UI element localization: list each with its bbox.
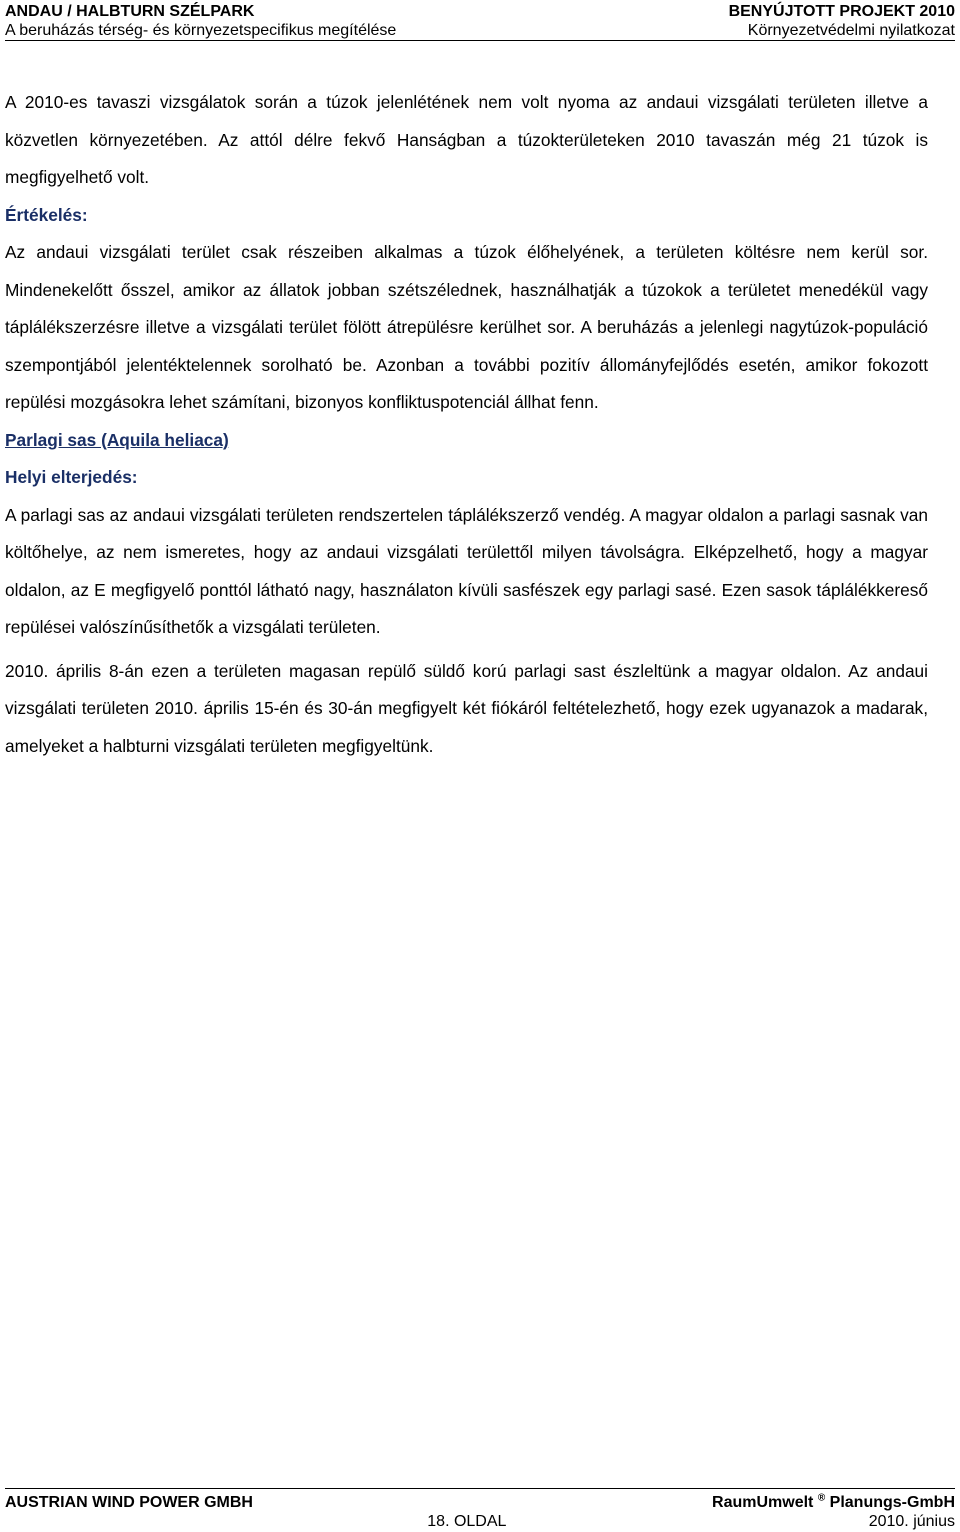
- footer-company-row: [5, 1493, 955, 1512]
- footer-info-row: [5, 1512, 955, 1531]
- footer-date: 2010. június: [868, 1513, 955, 1530]
- header-subtitle-row: [5, 21, 955, 40]
- evaluation-heading: Értékelés:: [5, 204, 88, 225]
- distribution-paragraph: A parlagi sas az andaui vizsgálati területen rendszertelen táplálékszerző vendég. A magyar oldalon a parlagi sasnak van költőhelye, az nem ismeretes, hogy az andaui vizsgálati területtől milyen távolságra. Elképzelhető, hogy a magyar oldalon, az E megfigyelő ponttól látható nagy, használaton kívüli sasfészek egy parlagi sasé. Ezen sasok táplálékkereső repülései valószínűsíthetők a vizsgálati területen.: [5, 504, 928, 637]
- footer-company-left: AUSTRIAN WIND POWER GMBH: [5, 1494, 253, 1511]
- assessment-subtitle: A beruházás térség- és környezetspecifikus megítélése: [5, 22, 397, 39]
- document-body: [5, 84, 928, 765]
- evaluation-paragraph: Az andaui vizsgálati terület csak részeiben alkalmas a túzok élőhelyének, a területen költésre nem kerül sor. Mindenekelőtt ősszel, amikor az állatok jobban szétszélednek, használhatják a túzokok a területet menedékül vagy táplálékszerzésre illetve a vizsgálati terület fölött átrepülésre kerülhet sor. A beruházás a jelenlegi nagytúzok-populáció szempontjából jelentéktelennek sorolható be. Azonban a további pozitív állományfejlődés esetén, amikor fokozott repülési mozgásokra lehet számítani, bizonyos konfliktuspotenciál állhat fenn.: [5, 242, 928, 412]
- footer-company-right: [712, 1493, 955, 1512]
- company-suffix: Planungs-GmbH: [829, 1494, 955, 1511]
- project-title: ANDAU / HALBTURN SZÉLPARK: [5, 3, 255, 20]
- page-header: [5, 2, 955, 41]
- page-number: 18. OLDAL: [427, 1513, 507, 1530]
- declaration-subtitle: Környezetvédelmi nyilatkozat: [747, 22, 955, 39]
- observation-paragraph: 2010. április 8-án ezen a területen magasan repülő süldő korú parlagi sast észleltünk a magyar oldalon. Az andaui vizsgálati területen 2010. április 15-én és 30-án megfigyelt két fiókáról feltételezhető, hogy ezek ugyanazok a madarak, amelyeket a halbturni vizsgálati területen megfigyeltünk.: [5, 660, 928, 756]
- submission-title: BENYÚJTOTT PROJEKT 2010: [728, 3, 955, 20]
- intro-paragraph: A 2010-es tavaszi vizsgálatok során a túzok jelenlétének nem volt nyoma az andaui vizsgálati területen illetve a közvetlen környezetében. Az attól délre fekvő Hanságban a túzokterületeken 2010 tavaszán még 21 túzok is megfigyelhető volt.: [5, 92, 928, 187]
- registered-mark: ®: [817, 1492, 826, 1504]
- header-title-row: [5, 2, 955, 21]
- distribution-heading: Helyi elterjedés:: [5, 467, 138, 487]
- species-title: Parlagi sas (Aquila heliaca): [5, 429, 229, 450]
- page-footer: [5, 1488, 955, 1531]
- raumumwelt-name: RaumUmwelt: [712, 1494, 814, 1511]
